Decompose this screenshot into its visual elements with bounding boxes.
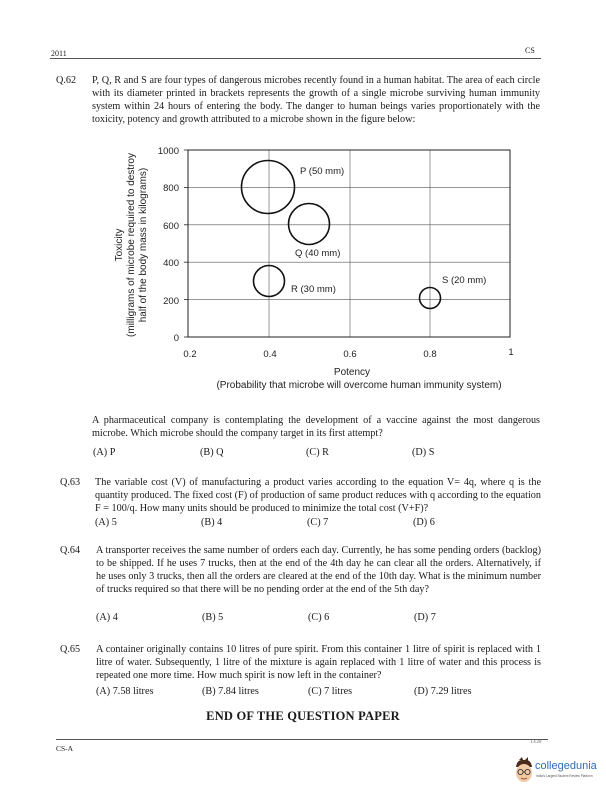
question-number: Q.64: [60, 545, 81, 556]
x-tick-0.8: 0.8: [423, 349, 437, 360]
option-d[interactable]: (D) 6: [413, 517, 435, 528]
footer-code: CS-A: [56, 744, 74, 753]
x-tick-1: 1: [508, 347, 514, 358]
option-b[interactable]: (B) 4: [201, 517, 223, 528]
question-text: The variable cost (V) of manufacturing a product varies according to the equation V= 4q, where q is the quantity produced. The fixed cost (F) of production of same product reduces with q according to the equation F = 100/q. How many units should be produced to minimize the total cost (V+F)?: [95, 477, 541, 514]
collegedunia-watermark: [513, 757, 605, 787]
bubble-label-R: R (30 mm): [291, 284, 336, 295]
x-axis-sublabel: (Probability that microbe will overcome human immunity system): [216, 380, 502, 391]
option-b[interactable]: (B) 7.84 litres: [202, 686, 259, 697]
bubble-label-P: P (50 mm): [300, 166, 345, 177]
y-tick-800: 800: [163, 183, 179, 194]
option-a[interactable]: (A) P: [93, 447, 116, 458]
brand-tagline: India's Largest Student Review Platform: [536, 774, 593, 778]
chart-frame: [188, 150, 510, 337]
footer-page-number: 13/20: [530, 740, 542, 745]
question-followup: A pharmaceutical company is contemplating the development of a vaccine against the most dangerous microbe. Which microbe should the company target in its first attempt?: [92, 415, 540, 439]
question-text: A container originally contains 10 litres of pure spirit. From this container 1 litre of spirit is replaced with 1 litre of water. Subsequently, 1 litre of the mixture is again replaced with 1 litre of water and this process is repeated one more time. How much spirit is now left in the container?: [96, 644, 541, 681]
y-tick-1000: 1000: [157, 146, 179, 157]
bubble-chart: [100, 140, 530, 400]
x-axis-label: Potency: [333, 367, 371, 378]
option-c[interactable]: (C) 7 litres: [308, 686, 353, 697]
options-q65: [0, 686, 606, 700]
header-year: 2011: [51, 49, 67, 58]
option-a[interactable]: (A) 4: [96, 612, 118, 623]
end-of-paper-title: END OF THE QUESTION PAPER: [206, 709, 400, 723]
bubble-Q: [289, 204, 330, 245]
y-axis-label: Toxicity: [114, 228, 125, 262]
question-number: Q.63: [60, 477, 81, 488]
option-d[interactable]: (D) 7.29 litres: [414, 686, 472, 697]
x-tick-0.2: 0.2: [183, 349, 197, 360]
header-divider: [50, 58, 541, 59]
y-tick-600: 600: [163, 221, 179, 232]
mascot-icon: [513, 757, 535, 785]
y-axis-sublabel-2: half of the body mass in kilograms): [138, 167, 149, 323]
y-tick-0: 0: [173, 333, 179, 344]
x-tick-0.4: 0.4: [263, 349, 277, 360]
y-tick-200: 200: [163, 296, 179, 307]
options-q63: [0, 517, 606, 531]
question-text: A transporter receives the same number of orders each day. Currently, he has some pending orders (backlog) to be shipped. If he uses 7 trucks, then at the end of the 4th day he can clear all the orders. Alternatively, if he uses only 3 trucks, then all the orders are cleared at the end of the 10th day. What is the minimum number of trucks required so that there will be no pending order at the end of the 5th day?: [96, 545, 541, 595]
question-number: Q.62: [56, 75, 77, 86]
question-number: Q.65: [60, 644, 81, 655]
question-text: P, Q, R and S are four types of dangerous microbes recently found in a human habitat. The area of each circle with its diameter printed in brackets represents the growth of a single microbe surviving human immunity system within 24 hours of entering the body. The danger to human beings varies proportionately with the toxicity, potency and growth attributed to a microbe shown in the figure below:: [92, 75, 540, 125]
option-d[interactable]: (D) S: [412, 447, 435, 458]
bubble-label-S: S (20 mm): [442, 275, 487, 286]
header-paper-code: CS: [525, 46, 535, 55]
brand-name: collegedunia: [535, 760, 597, 772]
option-b[interactable]: (B) Q: [200, 447, 224, 458]
options-q64: [0, 612, 606, 626]
y-axis-sublabel-1: (milligrams of microbe required to destroy: [126, 153, 137, 337]
option-b[interactable]: (B) 5: [202, 612, 224, 623]
options-q62: [0, 447, 606, 461]
option-a[interactable]: (A) 7.58 litres: [96, 686, 154, 697]
footer-divider: [56, 739, 548, 740]
option-a[interactable]: (A) 5: [95, 517, 117, 528]
option-c[interactable]: (C) 6: [308, 612, 330, 623]
y-tick-400: 400: [163, 258, 179, 269]
option-c[interactable]: (C) R: [306, 447, 329, 458]
option-d[interactable]: (D) 7: [414, 612, 436, 623]
chart-gridlines: [188, 150, 510, 337]
bubble-label-Q: Q (40 mm): [295, 248, 341, 259]
bubble-P: [242, 161, 295, 214]
option-c[interactable]: (C) 7: [307, 517, 329, 528]
x-tick-0.6: 0.6: [343, 349, 357, 360]
